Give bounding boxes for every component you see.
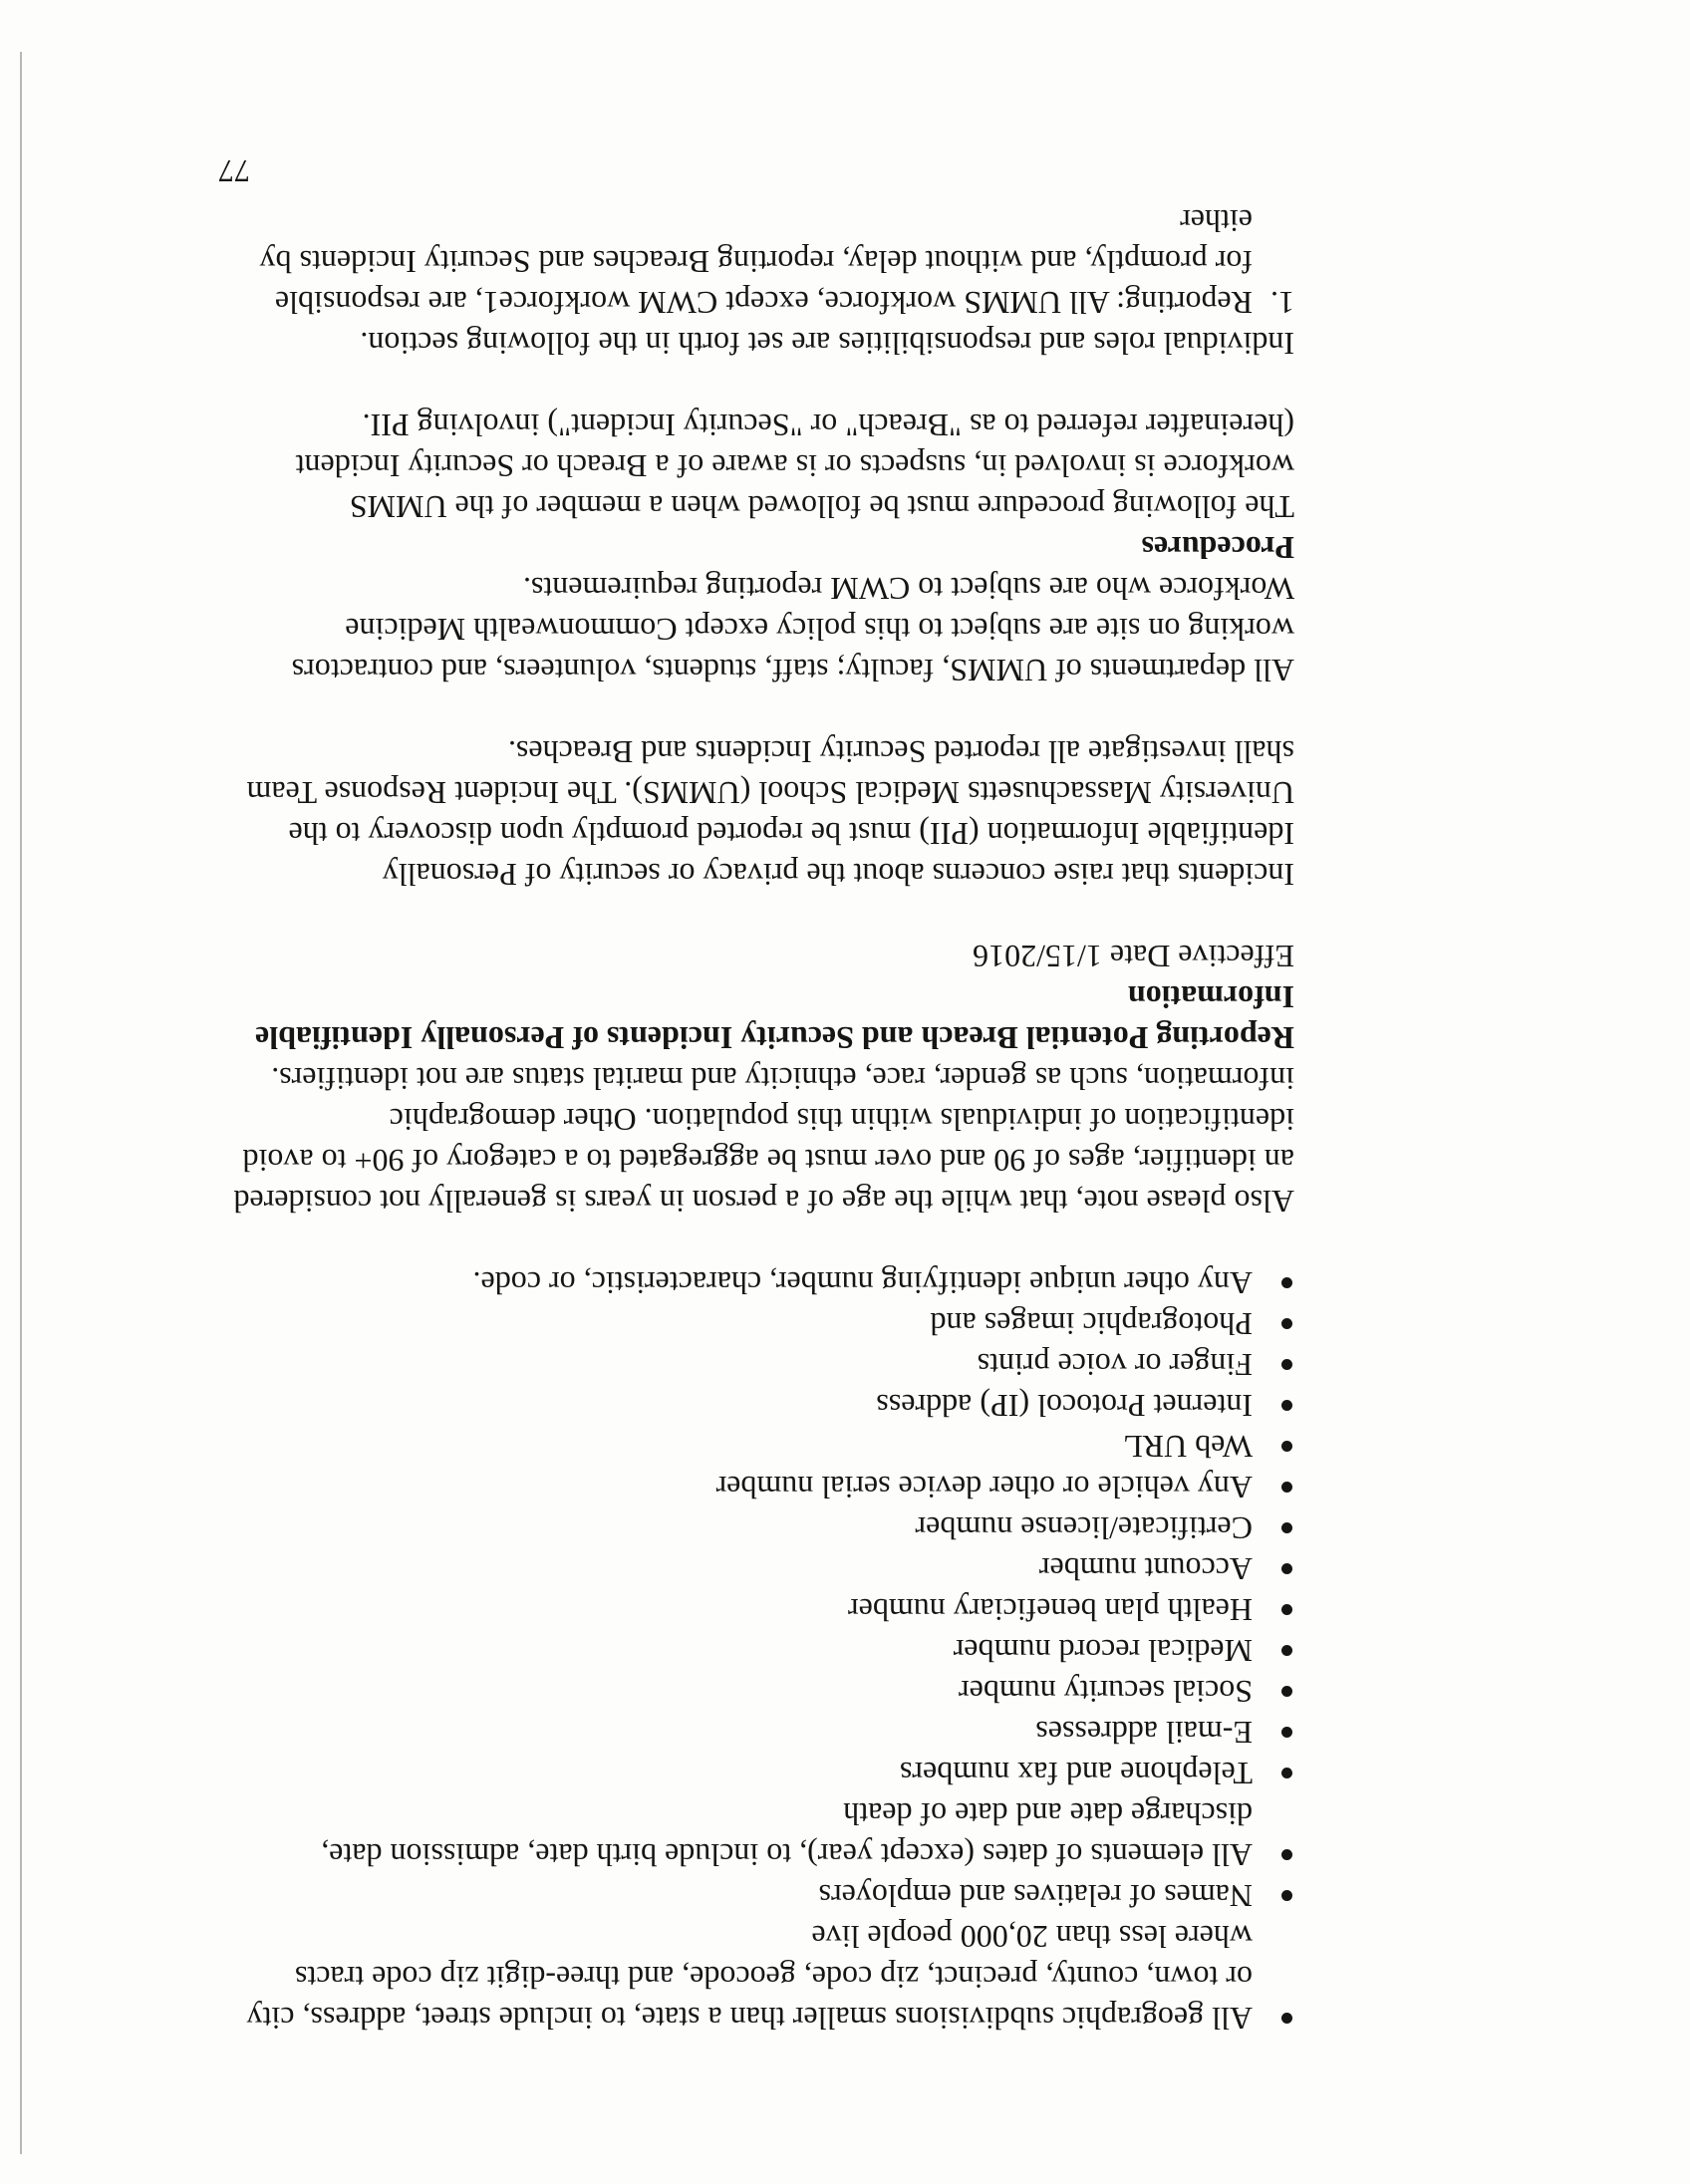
bullet-item [233,1385,1294,1426]
bullet-dot-icon [1281,1563,1292,1574]
scan-edge-line [20,52,22,2154]
bullet-item [233,1426,1294,1467]
bullet-dot-icon [1281,1645,1292,1656]
bullet-text: Medical record number [953,1633,1253,1669]
bullet-text: Photographic images and [930,1306,1253,1342]
bullet-dot-icon [1281,1849,1292,1860]
bullet-text: Internet Protocol (IP) address [876,1388,1253,1424]
procedures-body-paragraph: The following procedure must be followed when a member of the UMMS workforce is involved in, suspects or is aware of a Breach or Security Incident (hereinafter referred to as "Breach" or "Security Incident") involving PII. [295,408,1294,525]
bullet-item [233,1753,1294,1793]
bullet-text: Web URL [1123,1429,1253,1465]
bullet-dot-icon [1281,1277,1292,1288]
bullet-dot-icon [1281,1441,1292,1452]
bullet-dot-icon [1281,1727,1292,1738]
procedure-item-text: Reporting: All UMMS workforce, except CWM workforce1, are responsible for promptly, and without delay, reporting Breaches and Security Incidents by either [259,203,1253,321]
bullet-text: Certificate/license number [915,1510,1253,1546]
bullet-dot-icon [1281,1604,1292,1615]
bullet-item [233,1916,1294,2039]
page-content [233,200,1294,2039]
bullet-text: Names of relatives and employers [818,1878,1253,1914]
age-note-paragraph: Also please note, that while the age of a person in years is generally not considered an identifier, ages of 90 and over must be aggregated to a category of 90+ to avoid identification of individuals within this population. Other demographic information, such as gender, race, ethnicity and marital status are not identifiers. [233,1061,1294,1220]
bullet-text: Any other unique identifying number, characteristic, or code. [472,1265,1253,1301]
policy-intro-paragraph: Incidents that raise concerns about the privacy or security of Personally Identifiable Information (PII) must be reported promptly upon discovery to the University Massachusetts Medical School (UMMS). The Incident Response Team shall investigate all reported Security Incidents and Breaches. [246,734,1294,893]
bullet-dot-icon [1281,1400,1292,1411]
bullet-dot-icon [1281,1768,1292,1778]
bullet-item [233,1303,1294,1344]
bullet-text: Health plan beneficiary number [847,1592,1253,1628]
bullet-text: All geographic subdivisions smaller than a state, to include street, address, city or town, county, precinct, zip code, geocode, and three-digit zip code tracts where less than 20,000 people live [246,1919,1253,2037]
bullet-item [233,1793,1294,1875]
bullet-dot-icon [1281,1359,1292,1370]
bullet-dot-icon [1281,1482,1292,1493]
bullet-dot-icon [1281,2013,1292,2024]
bullet-text: Social security number [958,1674,1253,1710]
bullet-text: All elements of dates (except year), to include birth date, admission date, discharge date and date of death [321,1796,1253,1873]
effective-date: Effective Date 1/15/2016 [973,939,1294,974]
bullet-item [233,1548,1294,1589]
bullet-item [233,1875,1294,1916]
procedures-heading: Procedures [1141,530,1294,566]
bullet-dot-icon [1281,1686,1292,1697]
bullet-text: E-mail addresses [1035,1715,1253,1751]
page-number: 77 [218,153,250,189]
bullet-dot-icon [1281,1522,1292,1533]
bullet-text: Account number [1038,1551,1253,1587]
roles-note-paragraph: Individual roles and responsibilities are set forth in the following section. [360,326,1294,362]
bullet-text: Any vehicle or other device serial number [715,1470,1253,1505]
bullet-item [233,1507,1294,1548]
identifier-bullet-list [233,1262,1294,2039]
bullet-item [233,1589,1294,1630]
bullet-item [233,1671,1294,1712]
procedure-item-number: 1. [1270,285,1294,321]
bullet-item [233,1630,1294,1671]
bullet-dot-icon [1281,1890,1292,1901]
bullet-item [233,1712,1294,1753]
bullet-item [233,1344,1294,1385]
policy-title: Reporting Potential Breach and Security Incidents of Personally Identifiable Information [255,979,1294,1056]
bullet-text: Finger or voice prints [977,1347,1253,1383]
bullet-dot-icon [1281,1318,1292,1329]
bullet-item [233,1467,1294,1507]
policy-scope-paragraph: All departments of UMMS, faculty; staff, students, volunteers, and contractors working on site are subject to this policy except Commonwealth Medicine Workforce who are subject to CWM reporting requirements. [291,571,1294,688]
procedure-numbered-list [233,200,1294,323]
bullet-text: Telephone and fax numbers [899,1756,1253,1791]
procedure-item [233,200,1294,323]
bullet-item [233,1262,1294,1303]
